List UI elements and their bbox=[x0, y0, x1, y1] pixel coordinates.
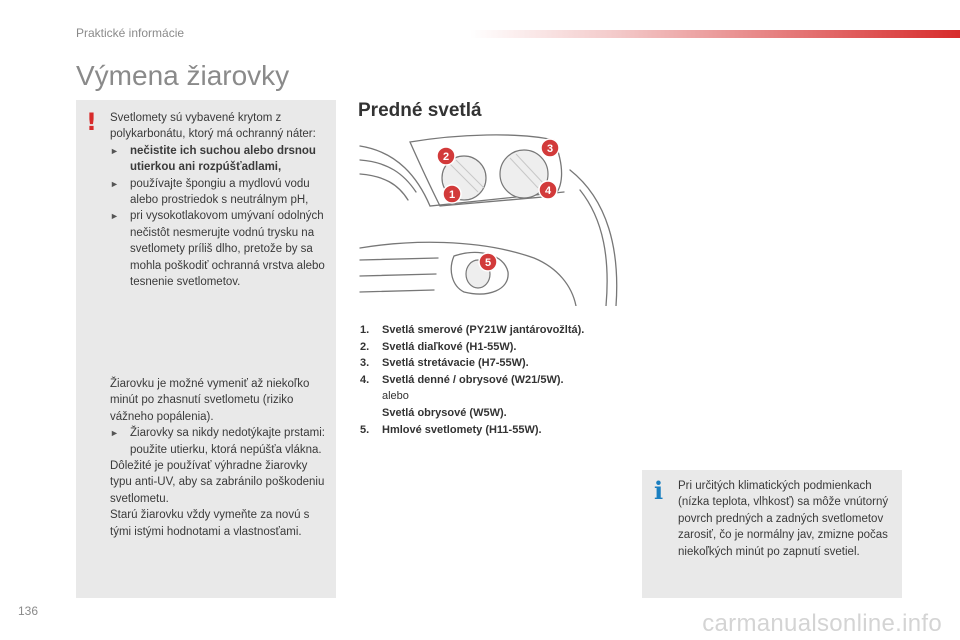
grille-line-1 bbox=[360, 160, 416, 192]
warning-icon: ! bbox=[86, 108, 97, 136]
info-text: Pri určitých klimatických podmienkach (nízka teplota, vlhkosť) sa môže vnútorný povrch predných a zadných svetlometov zarosiť, čo je normálny jav, zmizne počas niekoľkých minút po zapnutí svetiel. bbox=[678, 480, 889, 558]
marker-2-label: 2 bbox=[442, 151, 450, 163]
marker-4-label: 4 bbox=[544, 185, 552, 197]
legend-item-4: 4. Svetlá denné / obrysové (W21/5W). bbox=[360, 373, 564, 386]
bulb-legend bbox=[360, 322, 630, 438]
warning-para-2: Žiarovku je možné vymeniť až niekoľko minút po zhasnutí svetlometu (riziko vážneho popálenia). bbox=[110, 378, 310, 423]
watermark: carmanualsonline.info bbox=[702, 610, 942, 637]
marker-3-label: 3 bbox=[546, 143, 554, 155]
warning-text-block-1 bbox=[110, 110, 330, 290]
warning-bullet-2: ► používajte špongiu a mydlovú vodu alebo prostriedok s neutrálnym pH, bbox=[110, 176, 330, 209]
warning-para-4: Starú žiarovku vždy vymeňte za novú s tými istými hodnotami a vlastnosťami. bbox=[110, 509, 310, 538]
warning-bullet-4: ► Žiarovky sa nikdy nedotýkajte prstami: použite utierku, ktorá nepúšťa vlákna. bbox=[110, 425, 330, 458]
legend-item-1: 1. Svetlá smerové (PY21W jantárovožltá). bbox=[360, 324, 585, 336]
lower-grille-1 bbox=[360, 258, 438, 260]
legend-item-2: 2. Svetlá diaľkové (H1-55W). bbox=[360, 340, 517, 353]
warning-intro: Svetlomety sú vybavené krytom z polykarbonátu, ktorý má ochranný náter: bbox=[110, 112, 316, 141]
lower-grille-2 bbox=[360, 274, 436, 276]
warning-text-block-2 bbox=[110, 376, 330, 540]
header-accent-bar bbox=[470, 30, 960, 38]
wheel-arch bbox=[570, 170, 617, 306]
page-number: 136 bbox=[18, 604, 39, 618]
page-title: Výmena žiarovky bbox=[76, 60, 290, 91]
warning-box bbox=[76, 100, 336, 598]
warning-para-3: Dôležité je používať výhradne žiarovky typu anti-UV, aby sa zabránilo poškodeniu svetlometu. bbox=[110, 460, 325, 505]
info-icon: i bbox=[654, 476, 664, 505]
front-lights-title: Predné svetlá bbox=[358, 100, 482, 121]
section-label: Praktické informácie bbox=[76, 26, 185, 40]
wheel-arch-inner bbox=[580, 190, 607, 306]
headlamp-illustration bbox=[358, 130, 620, 306]
legend-item-4-or: alebo bbox=[382, 390, 409, 403]
legend-item-3: 3. Svetlá stretávacie (H7-55W). bbox=[360, 357, 529, 370]
legend-item-5: 5. Hmlové svetlomety (H11-55W). bbox=[360, 423, 542, 436]
lower-grille-3 bbox=[360, 290, 434, 292]
legend-item-4-alt: Svetlá obrysové (W5W). bbox=[382, 406, 507, 419]
info-box bbox=[642, 470, 902, 598]
warning-bullet-1: ► nečistite ich suchou alebo drsnou utierkou ani rozpúšťadlami, bbox=[110, 143, 330, 176]
marker-5-label: 5 bbox=[484, 257, 492, 269]
warning-bullet-3: ► pri vysokotlakovom umývaní odolných nečistôt nesmerujte vodnú trysku na svetlomety príliš dlho, pretože by sa mohla poškodiť ochranná vrstva alebo tesnenie svetlometov. bbox=[110, 208, 330, 290]
grille-line-2 bbox=[360, 174, 408, 200]
marker-1-label: 1 bbox=[448, 189, 456, 201]
